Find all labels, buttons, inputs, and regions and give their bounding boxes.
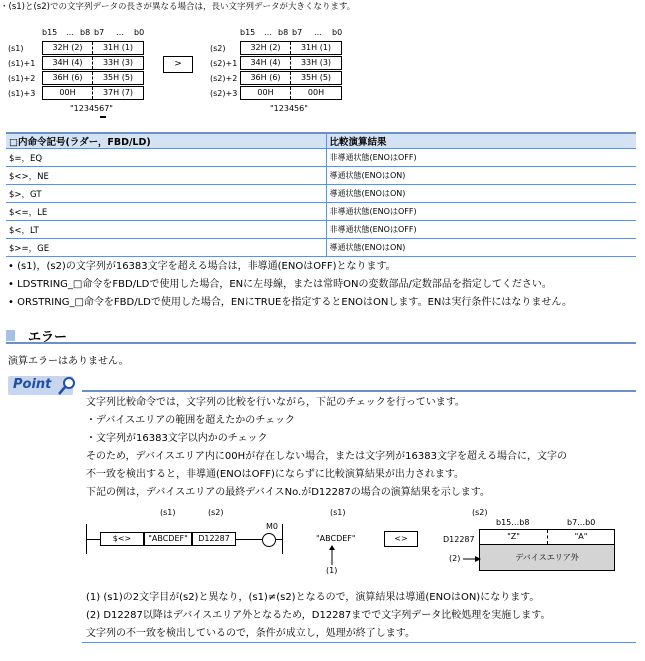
register-row: 32H (2) 31H (1) [240, 41, 342, 55]
table-row: $>=，GE 導通状態(ENOはON) [6, 239, 636, 257]
magnifier-icon [56, 376, 78, 396]
operand-box: D12287 [192, 532, 236, 546]
bits-low: b7…b0 [567, 518, 596, 527]
register-label: (s1)+3 [8, 89, 36, 98]
register-row: 34H (4) 33H (3) [240, 56, 342, 70]
register-row: 36H (6) 35H (5) [42, 71, 144, 85]
footer-text: 文字列の不一致を検出しているので，条件が成立し，処理が終了します。 [86, 628, 415, 639]
top-note: ・(s1)と(s2)での文字列データの長さが異なる場合は，長い文字列データが大きくなります。 [0, 2, 356, 12]
table-row: $<，LT 非導通状態(ENOはOFF) [6, 221, 636, 239]
mismatch-marker [100, 116, 106, 118]
arrow-right-icon [463, 554, 481, 564]
bit-header: b15 … b8 b7 … b0 [240, 28, 343, 37]
high-byte: "Z" [480, 530, 548, 544]
table-row: $=，EQ 非導通状態(ENOはOFF) [6, 149, 636, 167]
low-byte: "A" [574, 532, 588, 541]
operator-box: $<> [100, 532, 144, 546]
column-header: 比較演算結果 [326, 133, 636, 149]
register-row: 00H 37H (7) [42, 86, 144, 100]
register-row: 00H 00H [240, 86, 342, 100]
coil-symbol [262, 533, 276, 547]
marker-label: (1) [326, 566, 338, 575]
error-text: 演算エラーはありません。 [8, 356, 129, 367]
mid-s1-label: (s1) [330, 508, 346, 517]
arrow-up-icon [328, 545, 336, 565]
string-value: "123456" [270, 104, 308, 113]
point-text: そのため，デバイスエリア内に00Hが存在しない場合，または文字列が16383文字を超える場合に，文字の [86, 451, 567, 462]
register-label: (s2)+2 [210, 74, 238, 83]
table-row: $>，GT 導通状態(ENOはON) [6, 185, 636, 203]
register-row: 32H (2) 31H (1) [42, 41, 144, 55]
point-text: 不一致を検出すると，非導通(ENOはOFF)にならずに比較演算結果が出力されます。 [86, 469, 465, 480]
device-label: D12287 [443, 535, 475, 544]
point-text: 文字列比較命令では，文字列の比較を行いながら，下記のチェックを行っています。 [86, 397, 465, 408]
point-label: Point [13, 377, 52, 392]
register-label: (s2)+3 [210, 89, 238, 98]
list-item: • (s1)，(s2)の文字列が16383文字を超える場合は，非導通(ENOはOFF)となります。 [8, 261, 396, 272]
error-section-heading [6, 326, 636, 344]
footer-text: (1) (s1)の2文字目が(s2)と異なり，(s1)≠(s2)となるので，演算結果は導通(ENOはON)になります。 [86, 592, 540, 603]
table-row: $<=，LE 非導通状態(ENOはOFF) [6, 203, 636, 221]
device-word [479, 529, 615, 545]
point-bottom-divider [82, 642, 636, 643]
point-text: 下記の例は，デバイスエリアの最終デバイスNo.がD12287の場合の演算結果を示します。 [86, 487, 490, 498]
table-header-row [6, 133, 636, 149]
section-title: エラー [28, 330, 68, 345]
list-item: • ORSTRING_□命令をFBD/LDで使用した場合，ENにTRUEを指定するとENOはONします。ENは実行条件にはなりません。 [8, 297, 572, 308]
marker-label: (2) [449, 554, 461, 563]
table-row: $<>，NE 導通状態(ENOはON) [6, 167, 636, 185]
point-badge [8, 376, 80, 395]
column-header: □内命令記号(ラダー，FBD/LD) [6, 133, 326, 149]
notes-list [8, 258, 572, 312]
compare-symbol: <> [384, 531, 418, 547]
register-label: (s2) [210, 44, 226, 53]
point-text: ・文字列が16383文字以内かのチェック [86, 433, 268, 444]
register-row: 36H (6) 35H (5) [240, 71, 342, 85]
register-row: 34H (4) 33H (3) [42, 56, 144, 70]
register-label: (s2)+1 [210, 59, 238, 68]
register-label: (s1) [8, 44, 24, 53]
comparison-result-table [6, 132, 636, 257]
register-label: (s1)+2 [8, 74, 36, 83]
string-value: "1234567" [70, 104, 113, 113]
ladder-diagram [86, 508, 296, 558]
operand-label: (s2) [208, 508, 224, 517]
footer-text: (2) D12287以降はデバイスエリア外となるため，D12287までで文字列データ比較処理を実施します。 [86, 610, 551, 621]
operand-box: "ABCDEF" [144, 532, 192, 546]
outside-area: デバイスエリア外 [479, 545, 615, 571]
operand-label: (s1) [160, 508, 176, 517]
bits-high: b15…b8 [496, 518, 530, 527]
point-divider [82, 390, 636, 392]
mid-s1-value: "ABCDEF" [316, 534, 356, 543]
right-s2-label: (s2) [472, 508, 488, 517]
coil-label: M0 [266, 522, 278, 531]
register-diagram-s1 [8, 28, 158, 118]
point-text: ・デバイスエリアの範囲を超えたかのチェック [86, 415, 295, 426]
register-diagram-s2 [210, 28, 360, 118]
bit-header: b15 … b8 b7 … b0 [42, 28, 145, 37]
register-label: (s1)+1 [8, 59, 36, 68]
list-item: • LDSTRING_□命令をFBD/LDで使用した場合，ENに左母線，または常時ONの変数部品/定数部品を指定してください。 [8, 279, 552, 290]
heading-marker [6, 330, 15, 341]
compare-symbol: > [163, 56, 193, 73]
